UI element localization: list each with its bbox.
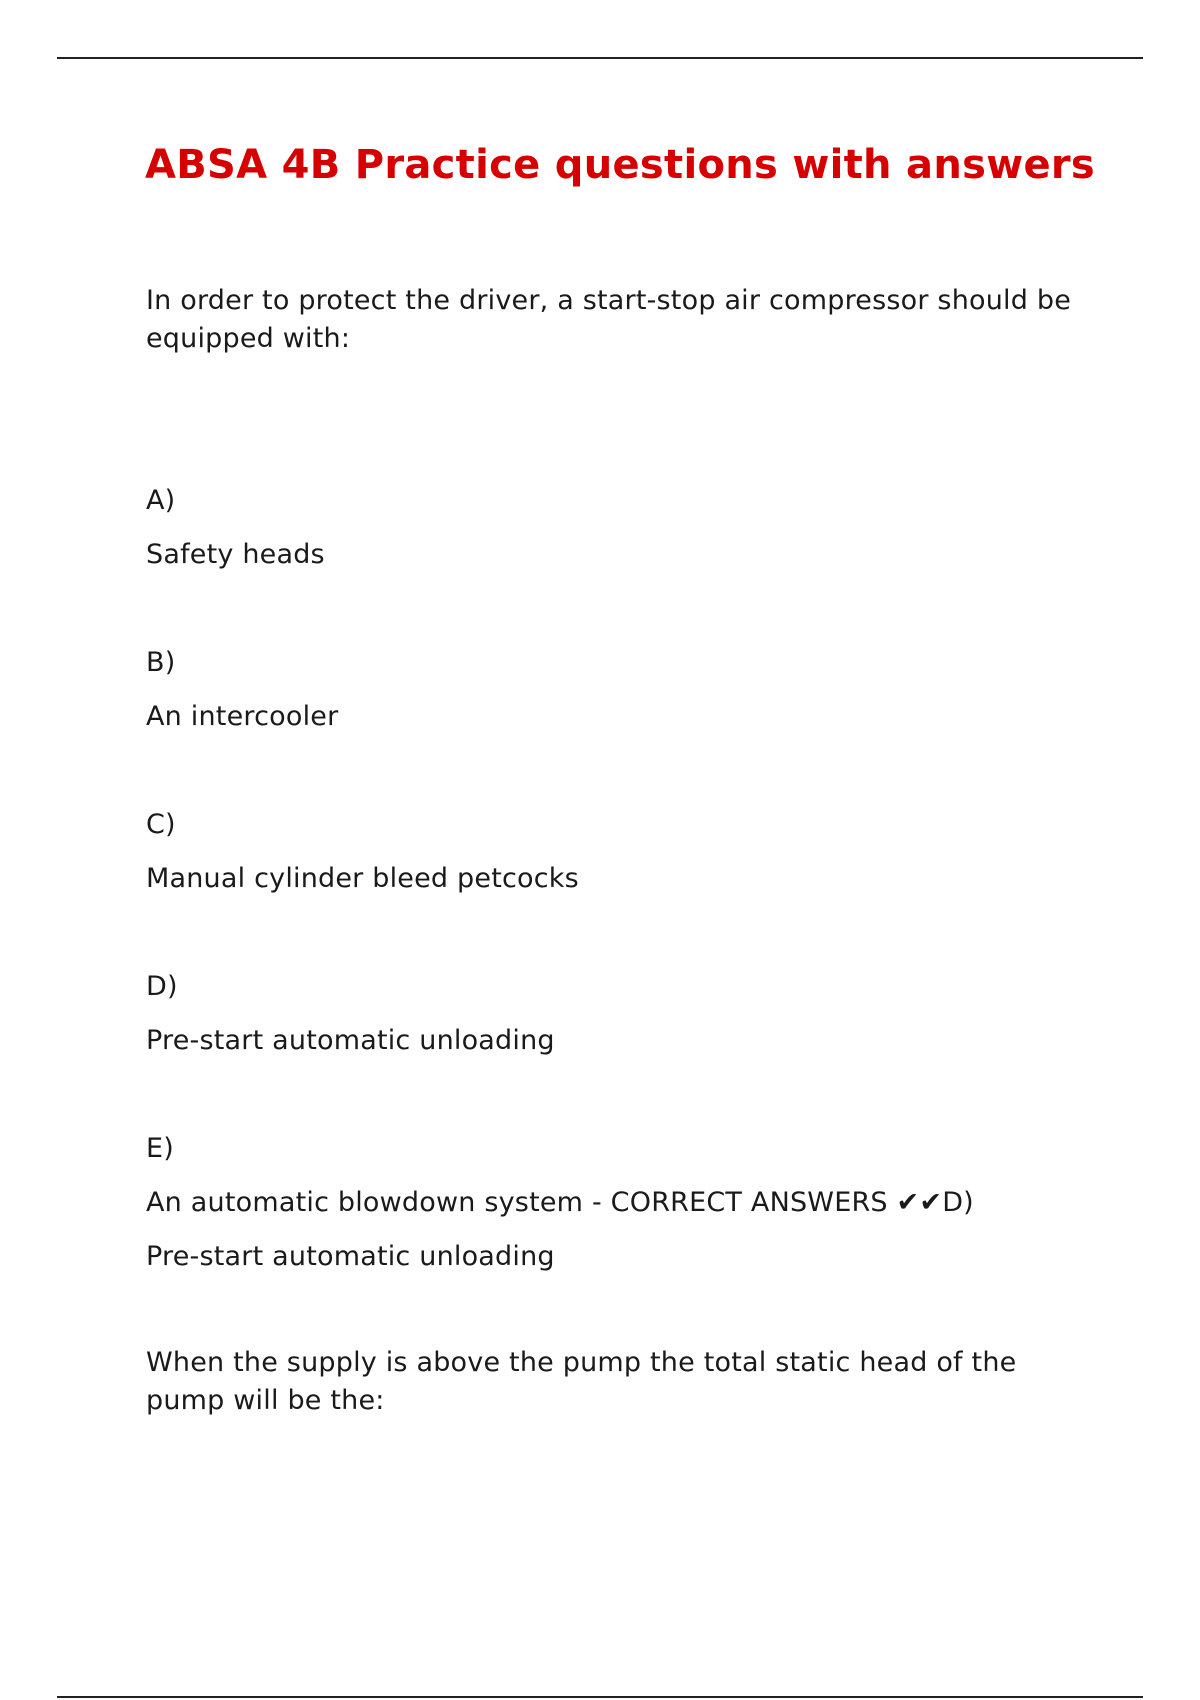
- page-title: ABSA 4B Practice questions with answers: [144, 142, 1096, 188]
- option-d-label: D): [146, 971, 178, 1002]
- option-a-text: Safety heads: [146, 539, 325, 570]
- option-b-text: An intercooler: [146, 701, 339, 732]
- question-2-prompt: When the supply is above the pump the total static head of the pump will be the:: [146, 1347, 1017, 1416]
- option-c-label: C): [146, 809, 176, 840]
- top-rule: [57, 57, 1143, 59]
- bottom-rule: [57, 1696, 1143, 1698]
- option-e-text: An automatic blowdown system - CORRECT ANSWERS ✔✔D): [146, 1187, 974, 1218]
- correct-answer-text: Pre-start automatic unloading: [146, 1241, 555, 1272]
- option-e-label: E): [146, 1133, 174, 1164]
- option-d-text: Pre-start automatic unloading: [146, 1025, 555, 1056]
- question-1-prompt: In order to protect the driver, a start-stop air compressor should be equipped with:: [146, 285, 1072, 354]
- option-b-label: B): [146, 647, 176, 678]
- option-c-text: Manual cylinder bleed petcocks: [146, 863, 579, 894]
- option-a-label: A): [146, 485, 176, 516]
